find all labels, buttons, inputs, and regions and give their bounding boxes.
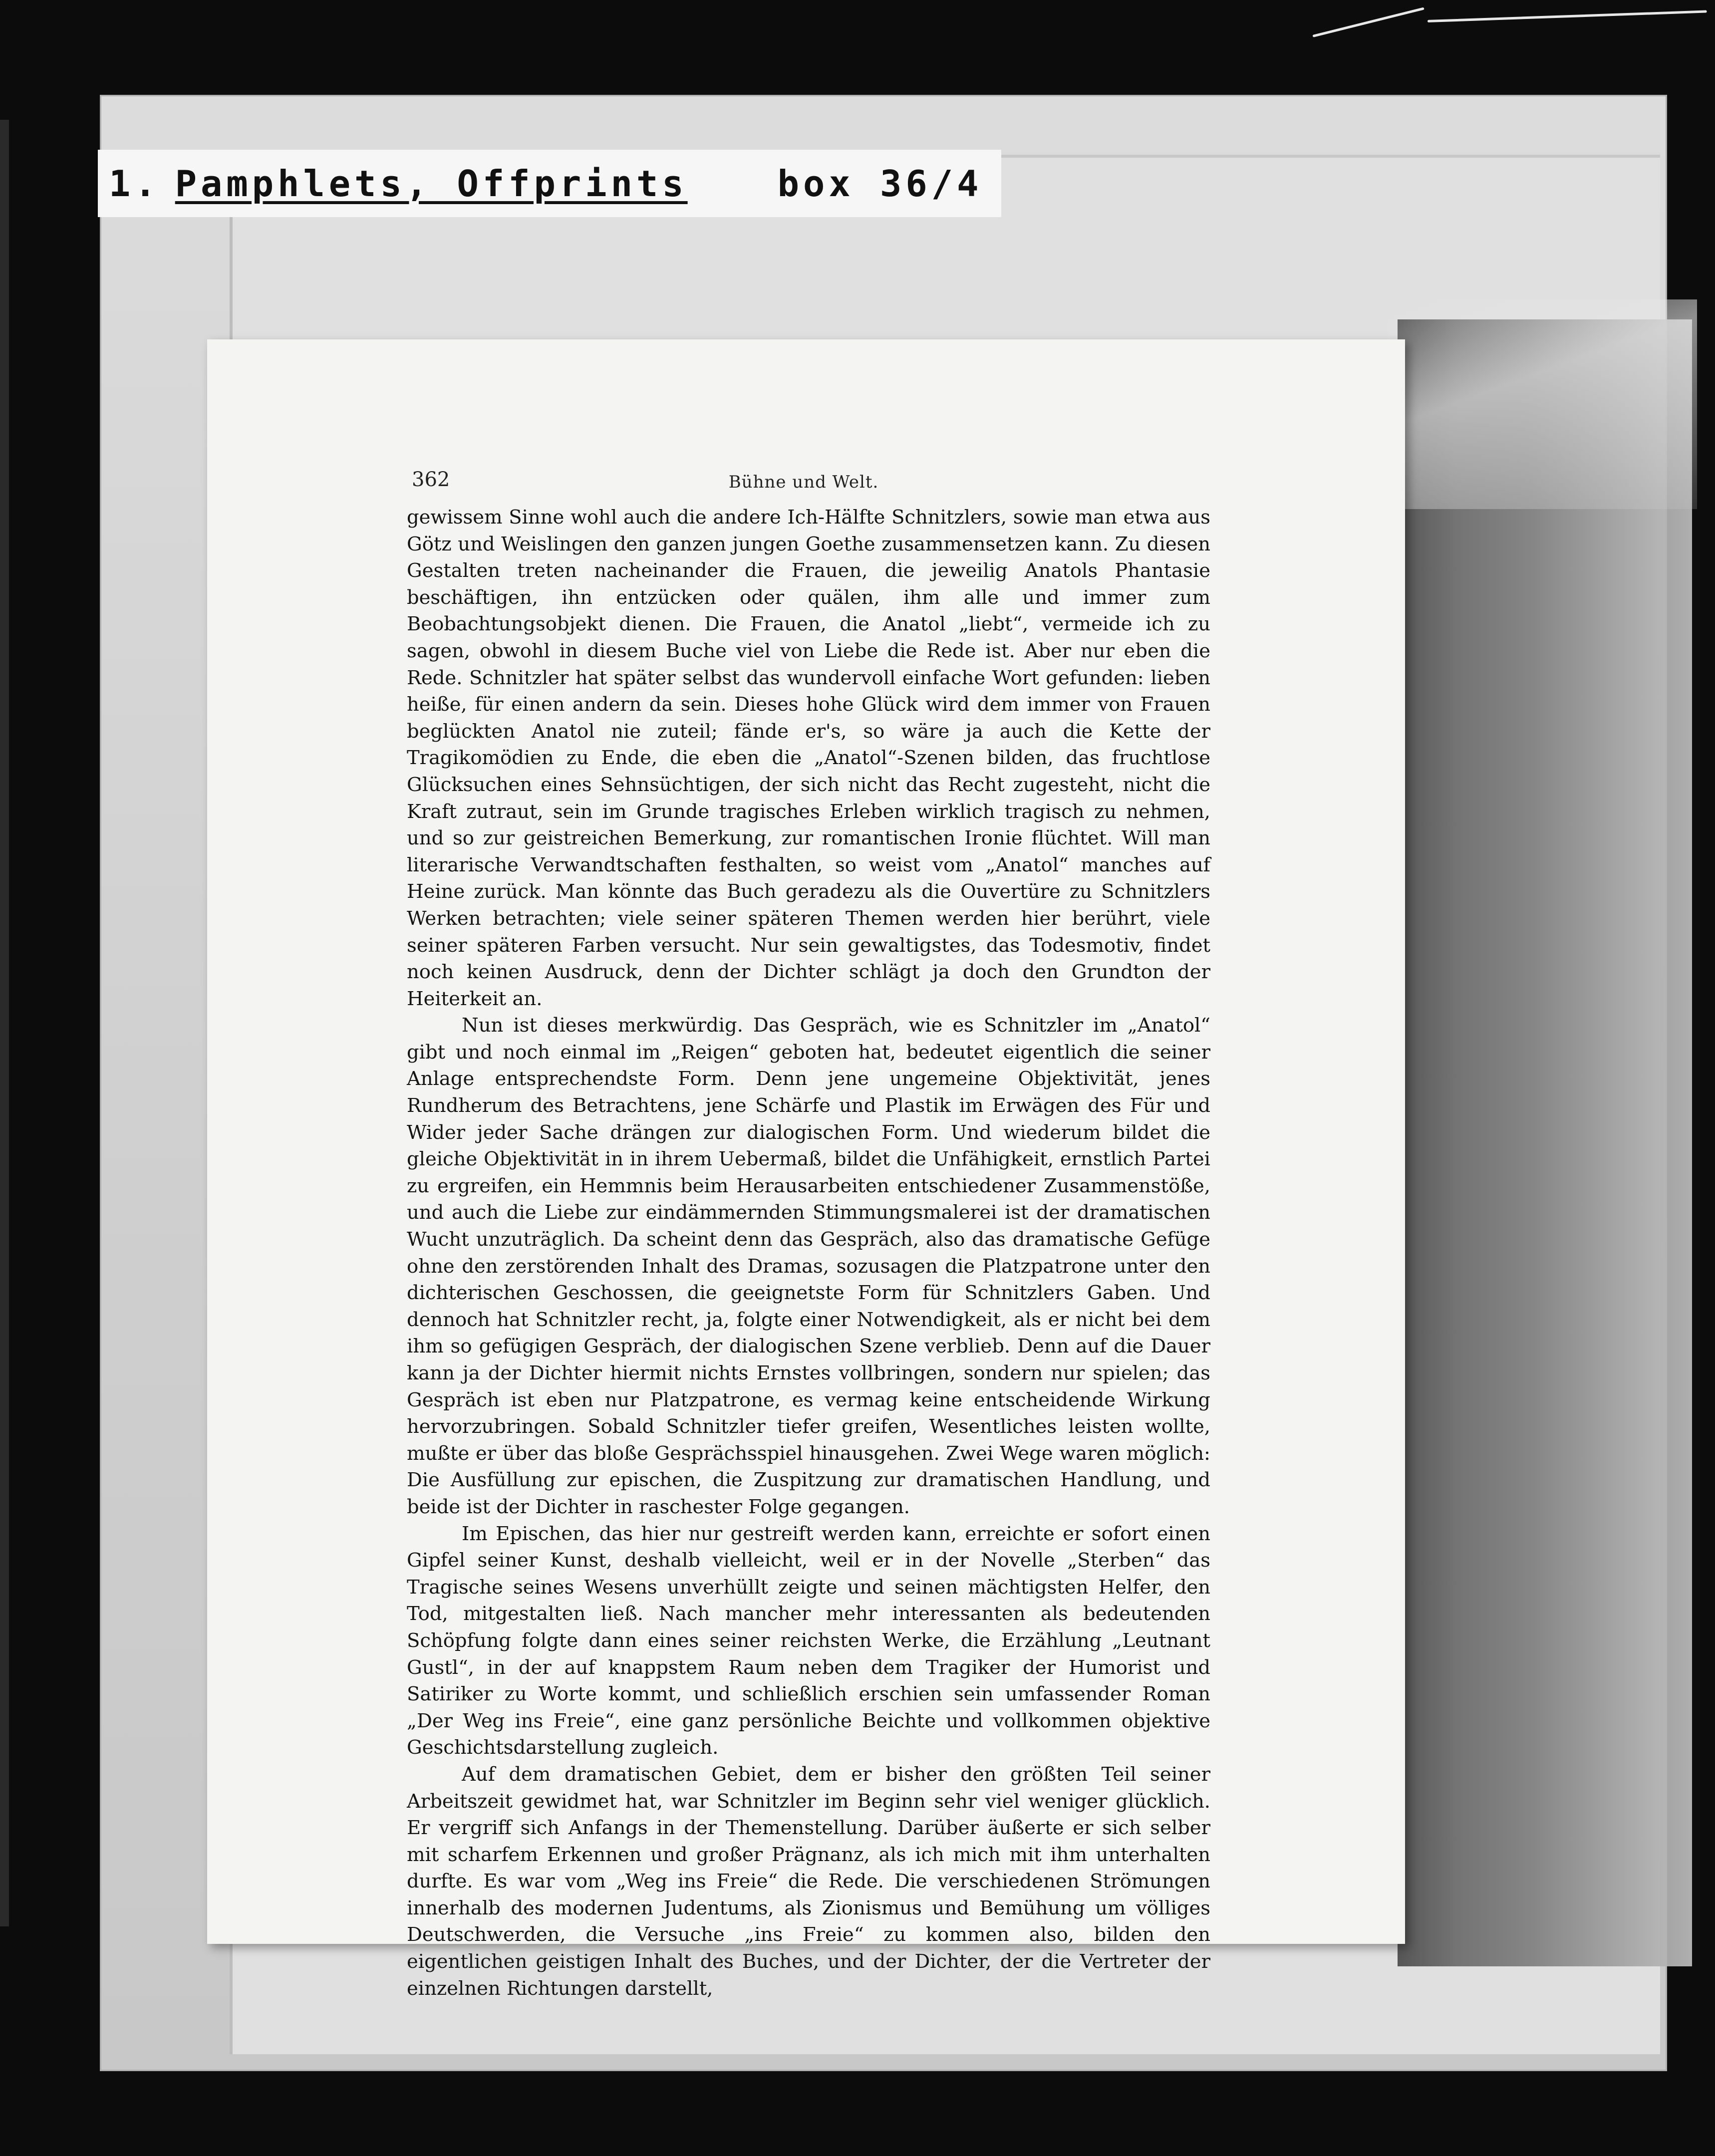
page-number: 362 (412, 468, 450, 491)
folder-shadow (1398, 319, 1692, 1966)
scan-mark (1428, 10, 1707, 22)
body-text (407, 504, 1210, 2000)
folder-label-series: Pamphlets, Offprints (175, 162, 688, 205)
scan-mark (1312, 7, 1424, 37)
page-header (412, 468, 1195, 498)
folder-label-box: box 36/4 (777, 162, 983, 205)
running-head: Bühne und Welt. (728, 472, 879, 492)
paragraph: Nun ist dieses merkwürdig. Das Gespräch, wie es Schnitzler im „Anatol“ gibt und noch einmal im „Reigen“ geboten hat, bedeutet eigentlich die seiner Anlage entsprechendste Form. Denn jene ungemeine Objektivität, jenes Rundherum des Betrachtens, jene Schärfe und Plastik im Erwägen des Für und Wider jeder Sache drängen zur dialogischen Form. Und wiederum bildet die gleiche Objektivität in in ihrem Uebermaß, bildet die Unfähigkeit, ernstlich Partei zu ergreifen, ein Hemmnis beim Herausarbeiten entschiedener Zusammenstöße, und auch die Liebe zur eindämmernden Stimmungsmalerei ist der dramatischen Wucht unzuträglich. Da scheint denn das Gespräch, also das dramatische Gefüge ohne den zerstörenden Inhalt des Dramas, sozusagen die Platzpatrone unter den dichterischen Geschossen, die geeignetste Form für Schnitzlers Gaben. Und dennoch hat Schnitzler recht, ja, folgte einer Notwendigkeit, als er nicht bei dem ihm so gefügigen Gespräch, der dialogischen Szene verblieb. Denn auf die Dauer kann ja der Dichter hiermit nichts Ernstes vollbringen, sondern nur spielen; das Gespräch ist eben nur Platzpatrone, es vermag keine entscheidende Wirkung hervorzubringen. Sobald Schnitzler tiefer greifen, Wesentliches leisten wollte, mußte er über das bloße Gesprächsspiel hinausgehen. Zwei Wege waren möglich: Die Ausfüllung zur epischen, die Zuspitzung zur dramatischen Handlung, und beide ist der Dichter in raschester Folge gegangen. (407, 1014, 1210, 1518)
folder-label-number: 1. (109, 162, 160, 205)
paragraph: gewissem Sinne wohl auch die andere Ich-Hälfte Schnitzlers, sowie man etwa aus Götz und Weislingen den ganzen jungen Goethe zusammensetzen kann. Zu diesen Gestalten treten nacheinander die Frauen, die jeweilig Anatols Phantasie beschäftigen, ihn entzücken oder quälen, ihm alle und immer zum Beobachtungsobjekt dienen. Die Frauen, die Anatol „liebt“, vermeide ich zu sagen, obwohl in diesem Buche viel von Liebe die Rede ist. Aber nur eben die Rede. Schnitzler hat später selbst das wundervoll einfache Wort gefunden: lieben heiße, für einen andern da sein. Dieses hohe Glück wird dem immer von Frauen beglückten Anatol nie zuteil; fände er's, so wäre ja auch die Kette der Tragikomödien zu Ende, die eben die „Anatol“-Szenen bilden, das fruchtlose Glücksuchen eines Sehnsüchtigen, der sich nicht das Recht zugesteht, nicht die Kraft zutraut, sein im Grunde tragisches Erleben wirklich tragisch zu nehmen, und so zur geistreichen Bemerkung, zur romantischen Ironie flüchtet. Will man literarische Verwandtschaften festhalten, so weist vom „Anatol“ manches auf Heine zurück. Man könnte das Buch geradezu als die Ouvertüre zu Schnitzlers Werken betrachten; viele seiner späteren Themen werden hier berührt, viele seiner späteren Farben versucht. Nur sein gewaltigstes, das Todesmotiv, findet noch keinen Ausdruck, denn der Dichter schlägt ja doch den Grundton der Heiterkeit an. (407, 506, 1210, 1010)
paragraph: Im Epischen, das hier nur gestreift werden kann, erreichte er sofort einen Gipfel seiner Kunst, deshalb vielleicht, weil er in der Novelle „Sterben“ das Tragische seines Wesens unverhüllt zeigte und seinen mächtigsten Helfer, den Tod, mitgestalten ließ. Nach mancher mehr interessanten als bedeutenden Schöpfung folgte dann eines seiner reichsten Werke, die Erzählung „Leutnant Gustl“, in der auf knappstem Raum neben dem Tragiker der Humorist und Satiriker zu Worte kommt, und schließlich erschien sein umfassender Roman „Der Weg ins Freie“, eine ganz persönliche Beichte und vollkommen objektive Geschichtsdarstellung zugleich. (407, 1522, 1210, 1759)
document-page (207, 339, 1405, 2000)
folder-glare (1388, 299, 1697, 509)
film-edge (0, 120, 9, 1926)
paragraph: Auf dem dramatischen Gebiet, dem er bisher den größten Teil seiner Arbeitszeit gewidmet hat, war Schnitzler im Beginn sehr viel weniger glücklich. Er vergriff sich Anfangs in der Themenstellung. Darüber äußerte er sich selber mit scharfem Erkennen und großer Prägnanz, als ich mich mit ihm unterhalten durfte. Es war vom „Weg ins Freie“ die Rede. Die verschiedenen Strömungen innerhalb des modernen Judentums, als Zionismus und Bemühung um völliges Deutschwerden, die Versuche „ins Freie“ zu kommen also, bilden den eigentlichen geistigen Inhalt des Buches, und der Dichter, der die Vertreter der einzelnen Richtungen darstellt, (407, 1763, 1210, 2000)
folder-label (98, 150, 1001, 217)
